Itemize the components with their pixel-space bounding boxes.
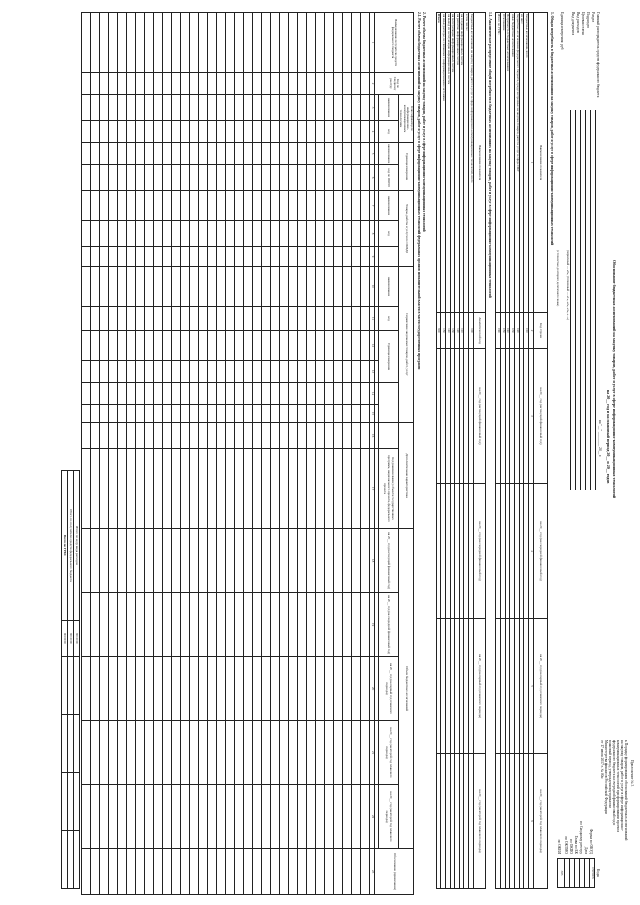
row-label: Потребность в бюджетных ассигнованиях [505, 13, 510, 313]
appendix-line: Министерства финансов Российской Федерации [604, 740, 608, 815]
row-code: 150 [441, 313, 446, 349]
code-chapter [575, 859, 580, 888]
field-label: Вид документа [571, 12, 575, 36]
row-code: 140 [446, 313, 451, 349]
col-header: на 20__ год (на первый год планового периода) [378, 657, 398, 721]
field-label: Главный распорядитель средств федерального бюджета [596, 12, 600, 98]
appendix-line: федерального бюджета на очередной финансовый год и [612, 740, 616, 826]
col-number: 22 [370, 785, 375, 849]
col-header: Единица измерения [378, 331, 398, 383]
row-label: на создание информационных систем [459, 13, 464, 313]
col-header: на 20__ год (на второй год планового периода) [474, 754, 486, 889]
total-label: Всего по ГРБС [62, 471, 68, 621]
doc-type-hint: (первичный — «0», уточненный — «1», «2», «3», «...») [566, 250, 570, 320]
code-okei: 383 [558, 859, 565, 888]
col-header: на 20__ год (на очередной финансовый год) [378, 593, 398, 657]
col-header: Аналитический код [474, 313, 486, 349]
col-header: на 20__ год (на текущий финансовый год) [474, 349, 486, 484]
col-header: наименование [378, 95, 398, 121]
col-header: Код по Сводному реестру [374, 73, 413, 95]
field-label: Подраздел [586, 12, 590, 29]
row-code: 900 [436, 313, 441, 349]
col-header: на 20__ год (на второй год планового периода) [378, 785, 398, 849]
col-number: 7 [370, 191, 375, 221]
unit-note: (с точностью до второго десятичного знака) [556, 250, 560, 307]
col-number: 18 [370, 529, 375, 593]
col-header: Классификатор по информационно-коммуникационным технологиям [398, 95, 413, 143]
total-code: 9011000 [68, 621, 74, 657]
row-label: в том числе: [464, 13, 469, 313]
col-header: Обоснование (примечание) [374, 849, 413, 895]
col-number: 3 [370, 95, 375, 121]
code-registry [580, 859, 585, 888]
col-number: 21 [370, 721, 375, 785]
row-code: 130 [450, 313, 455, 349]
section2-body [81, 12, 370, 895]
col-number: 6 [529, 754, 534, 889]
section-subtitle: 2.1. Расчет объема бюджетных ассигнований на закупку товаров, работ и услуг в сфере информационно-коммуникационных технологий федеральных органов исполнительной власти в части государственных программ [417, 12, 421, 370]
total-label: Итого по получателю средств федерального бюджета [68, 471, 74, 621]
totals-table [61, 470, 80, 889]
col-number: 1 [529, 13, 534, 313]
col-number: 5 [370, 143, 375, 165]
col-header: на 20__ год (на текущий финансовый год) [534, 349, 548, 484]
col-header: на 20__ год (на текущий финансовый год) [378, 529, 398, 593]
col-header: на 20__ год (на очередной финансовый год) [534, 484, 548, 619]
col-number: 15 [370, 405, 375, 423]
col-number: 2 [529, 313, 534, 349]
row-label: Итого по ГРБС [496, 13, 501, 313]
row-code: 050 [501, 313, 506, 349]
col-header: Код (наименование) объекта государственных программ, национального проекта, федерального проекта [378, 449, 398, 529]
col-header: на 20__ год (на первый год планового периода) [534, 619, 548, 754]
fill-line [585, 110, 586, 490]
row-code: 030 [510, 313, 515, 349]
fill-line [580, 110, 581, 490]
date-line: на "__" ________ 20__ г. [598, 420, 602, 458]
col-number: 14 [370, 383, 375, 405]
col-number: 6 [370, 165, 375, 191]
col-header: Наименование получателя средств федерального бюджета [374, 13, 413, 73]
row-code: 110 [459, 313, 464, 349]
col-header: Наименование показателя [474, 13, 486, 313]
row-label: бюджетные ассигнования федерального бюджета, предусмотренные на закупки товаров, работ и услуг в сфере ИКТ [514, 13, 519, 313]
col-number: 20 [370, 657, 375, 721]
col-header: Объем бюджетных ассигнований [398, 529, 413, 849]
unit-label: Единица измерения: руб [560, 12, 564, 50]
total-code: 9000000 [62, 621, 68, 657]
row-label: Итого [436, 13, 441, 313]
col-number: 4 [370, 121, 375, 143]
section-title: 1.1. Аналитическое распределение общей потребности в бюджетных ассигнованиях на закупку товаров, работ и услуг в сфере информационно-коммуникационных технологий [488, 12, 492, 298]
row-label: из них: [519, 13, 524, 313]
col-header: Справочник закупаемых товаров, работ, услуг [398, 267, 413, 423]
col-header: код по ОКЕИ [378, 165, 398, 191]
col-number: 12 [370, 331, 375, 361]
codes-side-label: по ОКТМО [564, 836, 568, 854]
row-code: 010 [524, 313, 529, 349]
col-header: наименование [378, 143, 398, 165]
col-header: на 20__ год (на второй год планового периода) [534, 754, 548, 889]
col-header: Дополнительная характеристика [398, 423, 413, 529]
row-label: иные бюджетные ассигнования [510, 13, 515, 313]
appendix-line: плановый период, утвержденному приказом [608, 740, 612, 808]
row-label: Бюджетные ассигнования, всего [524, 13, 529, 313]
field-label: Вид расходов [576, 12, 580, 33]
row-code: 020 [514, 313, 519, 349]
code-date [585, 859, 590, 888]
col-header: код [378, 121, 398, 143]
section2-table [369, 12, 414, 895]
fill-line [575, 110, 576, 490]
codes-side-label: по Сводному реестру [579, 821, 583, 854]
row-label: на эксплуатацию информационных систем [450, 13, 455, 313]
col-number: 16 [370, 423, 375, 449]
col-number: 3 [529, 349, 534, 484]
col-header: наименование [378, 267, 398, 307]
row-label: на иные расходы, не связанные с информационными системами [441, 13, 446, 313]
fill-line [590, 110, 591, 490]
col-number: 4 [529, 484, 534, 619]
col-header: на 20__ год (на первый год планового периода) [474, 619, 486, 754]
code-okud: 0505006 [590, 859, 595, 888]
col-header: Код строки [534, 313, 548, 349]
col-header: на 20__ год (на второй год планового периода) [378, 721, 398, 785]
row-label: на вывод из эксплуатации информационных систем [446, 13, 451, 313]
col-header: Единица измерения [398, 143, 413, 191]
codes-side-label: по ОКПО [569, 839, 573, 854]
col-header: код [378, 221, 398, 247]
col-header: код [378, 307, 398, 331]
fill-line [570, 110, 571, 490]
field-label: Раздел [591, 12, 595, 23]
col-header: на 20__ год (на очередной финансовый год) [474, 484, 486, 619]
section11-table [436, 12, 486, 889]
col-number: 5 [529, 619, 534, 754]
col-number: 19 [370, 593, 375, 657]
total-label: Итого по коду вида расходов [74, 471, 80, 621]
codes-side-label: по ОКЕИ [557, 839, 561, 854]
appendix-line: коммуникационных технологий при формировании проекта [616, 740, 620, 832]
col-header: Товары, работы и услуги по ОКПД2 [398, 191, 413, 267]
fill-line [595, 110, 596, 490]
appendix-line: на закупку товаров, работ и услуг в сфере информационно- [620, 740, 624, 831]
page-title: Обоснование бюджетных ассигнований на закупку товаров, работ и услуг в сфере информационно-коммуникационных технологий [612, 260, 617, 499]
col-number: 9 [370, 247, 375, 267]
total-code: 9011000 [74, 621, 80, 657]
col-number: 13 [370, 361, 375, 383]
field-label: Целевая статья [581, 12, 585, 35]
row-code [464, 313, 469, 349]
codes-side-label: Дата [584, 846, 588, 854]
codes-table [557, 858, 595, 888]
code-okpo [570, 859, 575, 888]
codes-side-label: Форма по ОКУД [589, 828, 593, 854]
row-code: 100 [469, 313, 474, 349]
col-number: 1 [370, 13, 375, 73]
row-code: 090 [496, 313, 501, 349]
appendix-title: Приложение № 3 [630, 760, 634, 787]
row-label: Отклонение [501, 13, 506, 313]
col-number: 8 [370, 221, 375, 247]
codes-side-label: Глава по БК [574, 835, 578, 854]
row-label: на развитие информационных систем [455, 13, 460, 313]
col-header: Наименование показателя [534, 13, 548, 313]
row-code: 120 [455, 313, 460, 349]
code-oktmo [565, 859, 570, 888]
appendix-line: к Порядку формирования обоснований бюджетных ассигнований [624, 740, 628, 841]
row-code: 040 [505, 313, 510, 349]
appendix-line: от 17 июля 2017 г. № 00н [600, 740, 604, 779]
codes-label: Коды [596, 868, 600, 878]
col-number: 11 [370, 307, 375, 331]
section1-table [495, 12, 548, 889]
col-number: 2 [370, 73, 375, 95]
section-title: 1. Общая потребность в бюджетных ассигнованиях на закупку товаров, работ и услуг в сфере информационно-коммуникационных технологий [550, 12, 554, 246]
col-header: наименование [378, 191, 398, 221]
row-code [519, 313, 524, 349]
col-number: 10 [370, 267, 375, 307]
col-number: 23 [370, 849, 375, 895]
col-number: 17 [370, 449, 375, 529]
row-label: Бюджетные ассигнования на закупку товаров, работ и услуг в сфере информационно-коммуникационных технологий, всего [469, 13, 474, 313]
page-subtitle: на 20__ год и на плановый период 20__ и 20__ годов [606, 390, 611, 484]
section-title: 2. Расчет объема бюджетных ассигнований на закупку товаров, работ и услуг в сфере информационно-коммуникационных технологий [422, 12, 426, 232]
